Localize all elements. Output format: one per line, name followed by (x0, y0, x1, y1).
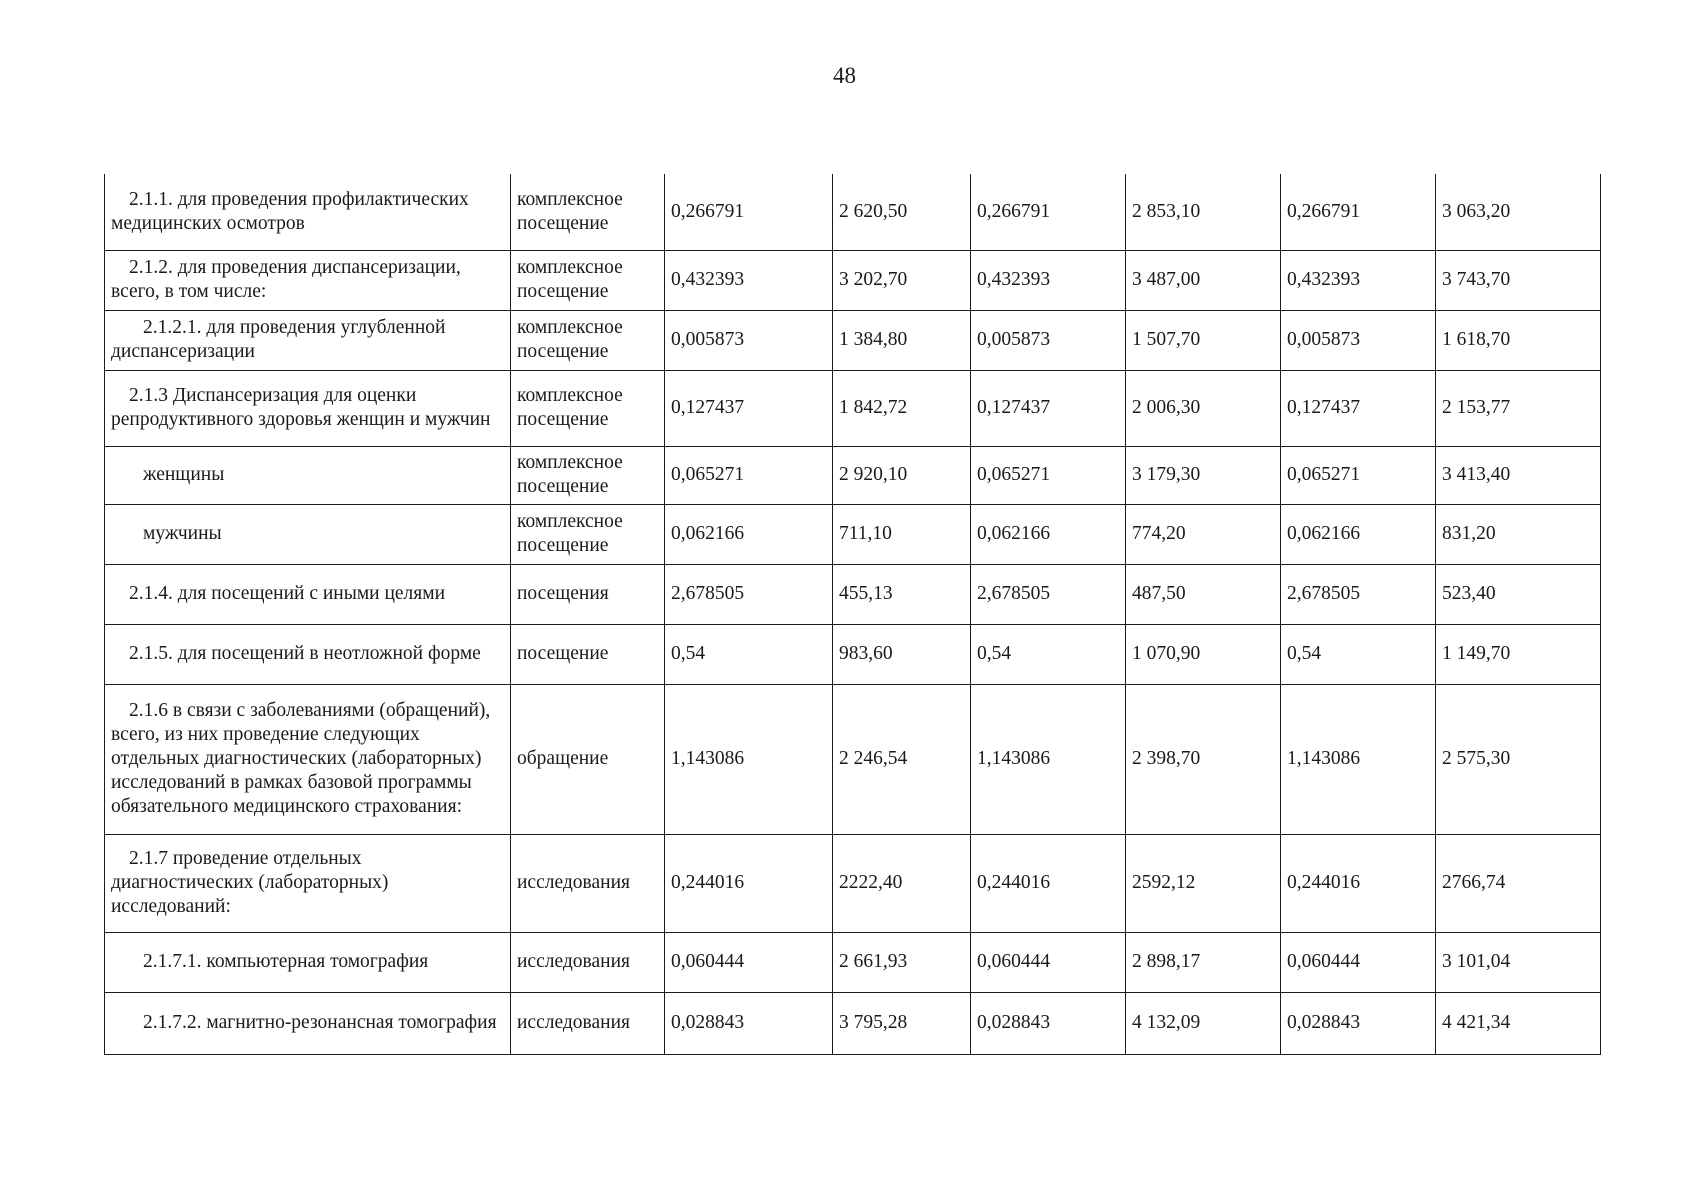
page-number: 48 (833, 63, 856, 88)
value-cell: 0,266791 (971, 174, 1126, 250)
value-cell: 2 246,54 (833, 684, 971, 834)
row-unit: комплексное посещение (511, 174, 665, 250)
table-row (105, 174, 1601, 250)
value-cell: 3 795,28 (833, 992, 971, 1054)
value-cell: 3 202,70 (833, 250, 971, 310)
value-cell: 2222,40 (833, 834, 971, 932)
value-cell: 2592,12 (1126, 834, 1281, 932)
value-cell: 0,432393 (665, 250, 833, 310)
row-name: 2.1.6 в связи с заболеваниями (обращений), всего, из них проведение следующих отдельных диагностических (лабораторных) исследований в рамках базовой программы обязательного медицинского страхования: (105, 684, 511, 834)
value-cell: 0,244016 (1281, 834, 1436, 932)
value-cell: 3 063,20 (1436, 174, 1601, 250)
value-cell: 2 898,17 (1126, 932, 1281, 992)
value-cell: 1 070,90 (1126, 624, 1281, 684)
table-row (105, 564, 1601, 624)
row-name: 2.1.4. для посещений с иными целями (105, 564, 511, 624)
value-cell: 1 507,70 (1126, 310, 1281, 370)
table-row (105, 684, 1601, 834)
value-cell: 2 575,30 (1436, 684, 1601, 834)
value-cell: 3 179,30 (1126, 446, 1281, 504)
value-cell: 0,060444 (665, 932, 833, 992)
row-unit: исследования (511, 992, 665, 1054)
value-cell: 455,13 (833, 564, 971, 624)
value-cell: 0,266791 (1281, 174, 1436, 250)
value-cell: 4 421,34 (1436, 992, 1601, 1054)
row-name: 2.1.5. для посещений в неотложной форме (105, 624, 511, 684)
value-cell: 523,40 (1436, 564, 1601, 624)
value-cell: 0,244016 (665, 834, 833, 932)
row-unit: комплексное посещение (511, 446, 665, 504)
value-cell: 711,10 (833, 504, 971, 564)
value-cell: 0,54 (1281, 624, 1436, 684)
table-row (105, 992, 1601, 1054)
table-row (105, 834, 1601, 932)
value-cell: 0,062166 (665, 504, 833, 564)
value-cell: 2 853,10 (1126, 174, 1281, 250)
value-cell: 2 153,77 (1436, 370, 1601, 446)
value-cell: 0,54 (665, 624, 833, 684)
table-row (105, 310, 1601, 370)
value-cell: 774,20 (1126, 504, 1281, 564)
value-cell: 2,678505 (665, 564, 833, 624)
row-unit: исследования (511, 932, 665, 992)
table-row (105, 446, 1601, 504)
value-cell: 0,065271 (1281, 446, 1436, 504)
row-unit: комплексное посещение (511, 250, 665, 310)
row-name: 2.1.7.2. магнитно-резонансная томография (105, 992, 511, 1054)
row-name: 2.1.7.1. компьютерная томография (105, 932, 511, 992)
value-cell: 0,54 (971, 624, 1126, 684)
value-cell: 0,005873 (1281, 310, 1436, 370)
value-cell: 0,065271 (971, 446, 1126, 504)
value-cell: 2 661,93 (833, 932, 971, 992)
value-cell: 2766,74 (1436, 834, 1601, 932)
table-row (105, 370, 1601, 446)
row-unit: комплексное посещение (511, 310, 665, 370)
value-cell: 4 132,09 (1126, 992, 1281, 1054)
value-cell: 3 487,00 (1126, 250, 1281, 310)
tariff-table (104, 174, 1601, 1055)
row-name: 2.1.2. для проведения диспансеризации, всего, в том числе: (105, 250, 511, 310)
value-cell: 2 920,10 (833, 446, 971, 504)
value-cell: 1,143086 (1281, 684, 1436, 834)
row-unit: обращение (511, 684, 665, 834)
row-name: 2.1.7 проведение отдельных диагностических (лабораторных) исследований: (105, 834, 511, 932)
value-cell: 1 618,70 (1436, 310, 1601, 370)
value-cell: 0,060444 (971, 932, 1126, 992)
row-name: 2.1.1. для проведения профилактических медицинских осмотров (105, 174, 511, 250)
value-cell: 2,678505 (971, 564, 1126, 624)
value-cell: 0,005873 (971, 310, 1126, 370)
value-cell: 0,127437 (971, 370, 1126, 446)
value-cell: 1 149,70 (1436, 624, 1601, 684)
value-cell: 1,143086 (665, 684, 833, 834)
row-name: женщины (105, 446, 511, 504)
table-row (105, 932, 1601, 992)
value-cell: 1 384,80 (833, 310, 971, 370)
value-cell: 1,143086 (971, 684, 1126, 834)
row-name: мужчины (105, 504, 511, 564)
value-cell: 0,062166 (1281, 504, 1436, 564)
value-cell: 2 620,50 (833, 174, 971, 250)
value-cell: 0,266791 (665, 174, 833, 250)
value-cell: 3 101,04 (1436, 932, 1601, 992)
value-cell: 487,50 (1126, 564, 1281, 624)
row-unit: комплексное посещение (511, 370, 665, 446)
value-cell: 0,432393 (971, 250, 1126, 310)
value-cell: 2,678505 (1281, 564, 1436, 624)
value-cell: 0,028843 (665, 992, 833, 1054)
value-cell: 0,062166 (971, 504, 1126, 564)
value-cell: 0,005873 (665, 310, 833, 370)
value-cell: 0,244016 (971, 834, 1126, 932)
value-cell: 3 743,70 (1436, 250, 1601, 310)
value-cell: 831,20 (1436, 504, 1601, 564)
row-name: 2.1.2.1. для проведения углубленной диспансеризации (105, 310, 511, 370)
row-unit: комплексное посещение (511, 504, 665, 564)
row-name: 2.1.3 Диспансеризация для оценки репродуктивного здоровья женщин и мужчин (105, 370, 511, 446)
value-cell: 0,127437 (1281, 370, 1436, 446)
table-row (105, 624, 1601, 684)
value-cell: 0,127437 (665, 370, 833, 446)
value-cell: 983,60 (833, 624, 971, 684)
table-row (105, 504, 1601, 564)
row-unit: посещения (511, 564, 665, 624)
value-cell: 1 842,72 (833, 370, 971, 446)
row-unit: исследования (511, 834, 665, 932)
value-cell: 2 006,30 (1126, 370, 1281, 446)
row-unit: посещение (511, 624, 665, 684)
value-cell: 3 413,40 (1436, 446, 1601, 504)
value-cell: 0,432393 (1281, 250, 1436, 310)
value-cell: 0,028843 (971, 992, 1126, 1054)
value-cell: 0,028843 (1281, 992, 1436, 1054)
table-row (105, 250, 1601, 310)
value-cell: 2 398,70 (1126, 684, 1281, 834)
value-cell: 0,060444 (1281, 932, 1436, 992)
value-cell: 0,065271 (665, 446, 833, 504)
